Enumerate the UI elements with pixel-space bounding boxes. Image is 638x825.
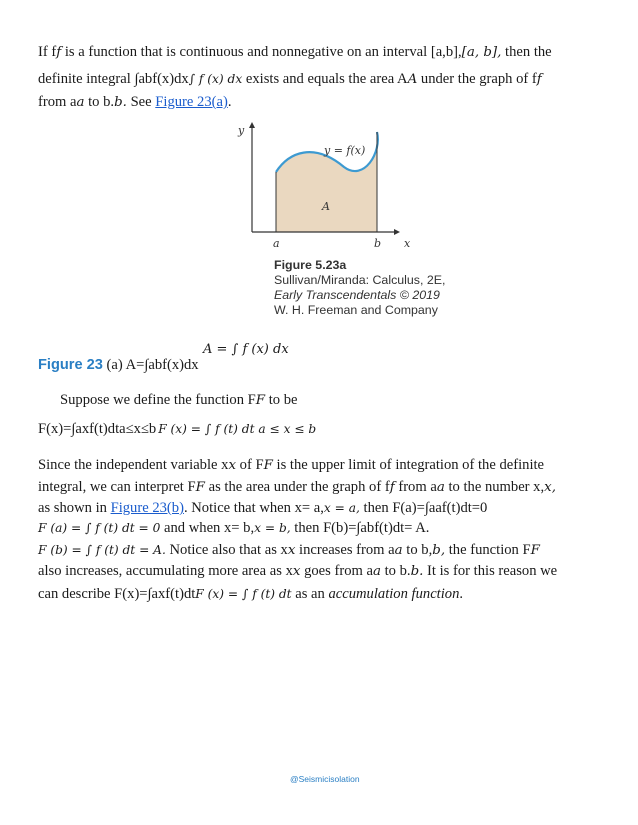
curve-label: y = f(x) <box>324 144 366 157</box>
definition-line: F(x)=∫axf(t)dta≤x≤b F (x) = ∫ f (t) dt a ≤ x ≤ b <box>38 421 317 437</box>
b-tick-label: b <box>374 237 382 250</box>
figure-23a-link[interactable]: Figure 23(a) <box>155 94 228 110</box>
figure-5-23a <box>234 122 446 362</box>
a-tick-label: a <box>273 237 280 250</box>
figure-23-math: A = ∫ f (x) dx <box>203 342 289 357</box>
y-axis-arrow <box>249 122 255 128</box>
para3-line1: Since the independent variable xx of FF is the upper limit of integration of the definite <box>38 457 545 473</box>
figure-caption-title: Figure 5.23a <box>274 258 347 272</box>
para2: Suppose we define the function FF to be <box>60 392 298 408</box>
para3-line5: F (b) = ∫ f (t) dt = A. Notice also that as xx increases from aa to b,b, the function FF <box>38 542 540 558</box>
integral-math: ∫ f (x) dx <box>188 72 243 86</box>
y-axis-label: y <box>238 124 245 137</box>
para3-line3: as shown in Figure 23(b). Notice that when x= a,x = a, then F(a)=∫aaf(t)dt=0 <box>38 500 488 516</box>
para1-line2: definite integral ∫abf(x)dx∫ f (x) dx exists and equals the area AA under the graph of ff <box>38 71 542 87</box>
x-axis-label: x <box>404 237 411 250</box>
para3-line6: also increases, accumulating more area as xx goes from aa to b.b. It is for this reason we <box>38 563 558 579</box>
x-axis-arrow <box>394 229 400 235</box>
figure-23-caption: Figure 23 (a) A=∫abf(x)dx <box>38 357 199 373</box>
para1-line1: If ff is a function that is continuous and nonnegative on an interval [a,b],[a, b], then the <box>38 44 552 60</box>
figure-caption-line2: Early Transcendentals © 2019 <box>274 288 440 302</box>
para3-line4: F (a) = ∫ f (t) dt = 0 and when x= b,x = b, then F(b)=∫abf(t)dt= A. <box>38 520 430 536</box>
figure-caption-line1: Sullivan/Miranda: Calculus, 2E, <box>274 273 446 287</box>
para1-line3: from aa to b.b. See Figure 23(a). <box>38 94 232 110</box>
para3-line2: integral, we can interpret FF as the area under the graph of ff from aa to the number x,x, <box>38 479 556 495</box>
para3-line7: can describe F(x)=∫axf(t)dtF (x) = ∫ f (t) dt as an accumulation function. <box>38 586 464 602</box>
figure-caption-line3: W. H. Freeman and Company <box>274 303 438 317</box>
figure-23b-link[interactable]: Figure 23(b) <box>110 500 184 516</box>
area-label: A <box>322 200 330 213</box>
watermark-text: @Seismicisolation <box>290 774 360 784</box>
figure-23-label: Figure 23 <box>38 357 103 373</box>
